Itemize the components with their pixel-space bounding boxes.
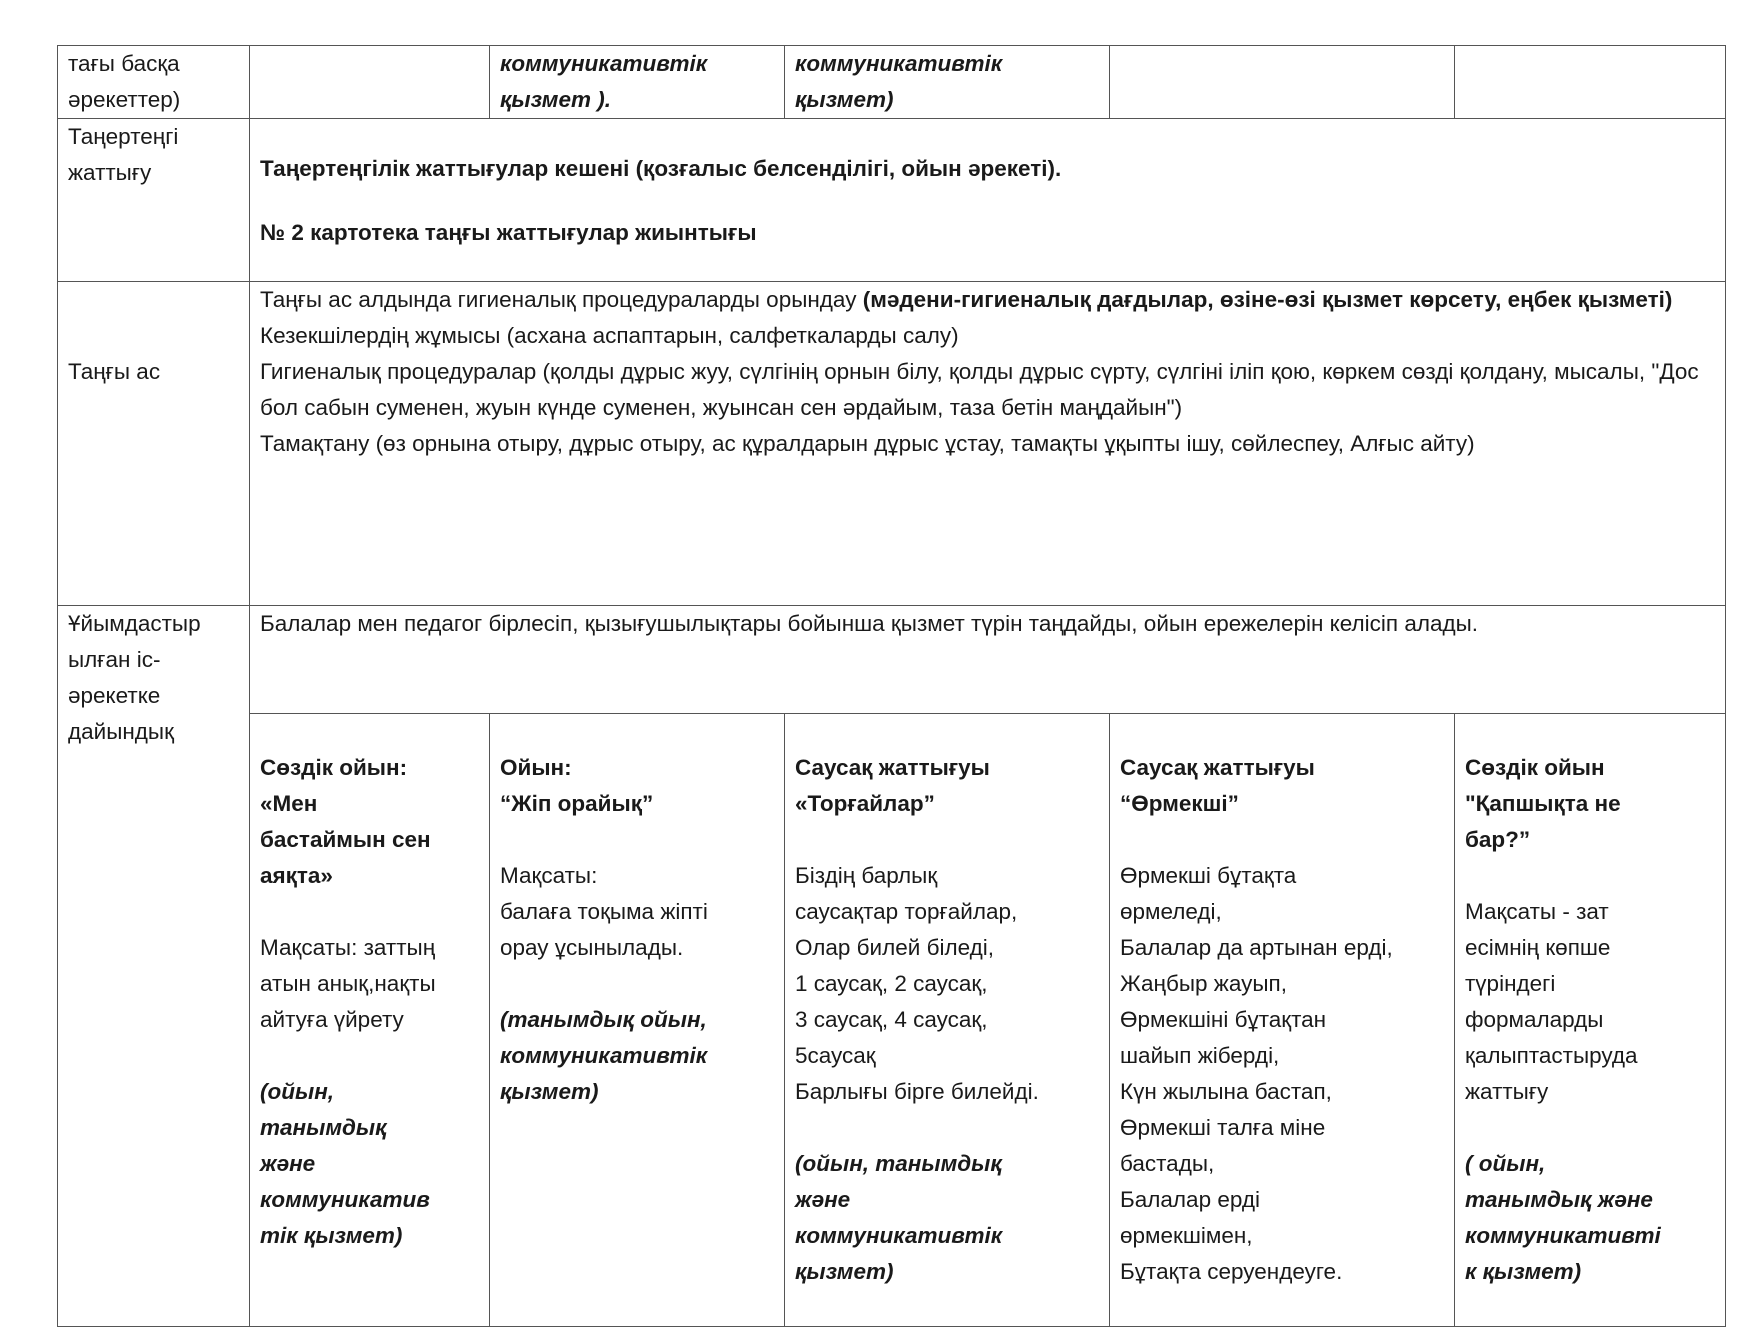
activity-title: Саусақ жаттығуы «Торғайлар” xyxy=(795,755,990,816)
table-cell xyxy=(250,46,490,119)
table-row xyxy=(58,46,1726,119)
row-label: Таңертеңгі жаттығу xyxy=(58,119,250,282)
row-label xyxy=(58,282,250,606)
activity-note: (танымдық ойын, коммуникативтік қызмет) xyxy=(500,1007,708,1104)
row-label: тағы басқа әрекеттер) xyxy=(58,46,250,119)
activity-note: (ойын, танымдық және коммуникатив тік қызмет) xyxy=(260,1079,430,1248)
activity-body: Біздің барлық саусақтар торғайлар, Олар билей біледі, 1 саусақ, 2 саусақ, 3 саусақ, 4 саусақ, 5саусақ Барлығы бірге билейді. xyxy=(795,863,1039,1104)
morning-exercise-line-1: Таңертеңгілік жаттығулар кешені (қозғалыс белсенділігі, ойын әрекеті). xyxy=(260,156,1062,181)
table-cell: Балалар мен педагог бірлесіп, қызығушылықтары бойынша қызмет түрін таңдайды, ойын ережелерін келісіп алады. xyxy=(250,606,1726,714)
activity-title: Сөздік ойын "Қапшықта не бар?” xyxy=(1465,755,1621,852)
activity-cell-2 xyxy=(490,714,785,1327)
table-row xyxy=(58,606,1726,714)
breakfast-label: Таңғы ас xyxy=(68,359,161,384)
breakfast-p1-bold: (мәдени-гигиеналық дағдылар, өзіне-өзі қызмет көрсету, еңбек қызметі) xyxy=(862,287,1673,312)
table-cell xyxy=(490,46,785,119)
schedule-table xyxy=(57,45,1726,1327)
activity-body: Өрмекші бұтақта өрмеледі, Балалар да артынан ерді, Жаңбыр жауып, Өрмекшіні бұтақтан шайып жіберді, Күн жылына бастап, Өрмекші талға міне бастады, Балалар ерді өрмекшімен, Бұтақта серуендеуге. xyxy=(1120,863,1393,1284)
activity-cell-4 xyxy=(1110,714,1455,1327)
table-row xyxy=(58,282,1726,606)
activity-body: Мақсаты: балаға тоқыма жіпті орау ұсынылады. xyxy=(500,863,708,960)
table-cell xyxy=(785,46,1110,119)
breakfast-paragraph-1 xyxy=(260,282,1717,318)
activity-body: Мақсаты - зат есімнің көпше түріндегі формаларды қалыптастыруда жаттығу xyxy=(1465,899,1638,1104)
activity-body: Мақсаты: заттың атын анық,нақты айтуға үйрету xyxy=(260,935,436,1032)
cell-text: коммуникативтік қызмет) xyxy=(795,51,1003,112)
activity-cell-1 xyxy=(250,714,490,1327)
breakfast-p1-plain: Таңғы ас алдында гигиеналық процедураларды орындау xyxy=(260,287,863,312)
breakfast-paragraph-2: Кезекшілердің жұмысы (асхана аспаптарын, салфеткаларды салу) xyxy=(260,323,959,348)
activity-note: (ойын, танымдық және коммуникативтік қызмет) xyxy=(795,1151,1003,1284)
table-row xyxy=(58,714,1726,1327)
activity-title: Сөздік ойын: «Мен бастаймын сен аяқта» xyxy=(260,755,431,888)
breakfast-paragraph-3: Гигиеналық процедуралар (қолды дұрыс жуу, сүлгінің орнын білу, қолды дұрыс сүрту, сүлгіні іліп қою, көркем сөзді қолдану, мысалы, "Дос бол сабын суменен, жуын күнде суменен, жуынсан сен әрдайым, таза бетін маңдайын") xyxy=(260,359,1699,420)
activity-title: Ойын: “Жіп орайық” xyxy=(500,755,654,816)
table-cell xyxy=(250,119,1726,282)
activity-cell-5 xyxy=(1455,714,1726,1327)
cell-text: коммуникативтік қызмет ). xyxy=(500,51,708,112)
morning-exercise-line-2: № 2 картотека таңғы жаттығулар жиынтығы xyxy=(260,220,757,245)
activity-cell-3 xyxy=(785,714,1110,1327)
table-row xyxy=(58,119,1726,282)
table-cell xyxy=(1110,46,1455,119)
table-cell xyxy=(1455,46,1726,119)
row-label: Ұйымдастыр ылған іс- әрекетке дайындық xyxy=(58,606,250,1327)
activity-note: ( ойын, танымдық және коммуникативті к қызмет) xyxy=(1465,1151,1661,1284)
breakfast-paragraph-4: Тамақтану (өз орнына отыру, дұрыс отыру, ас құралдарын дұрыс ұстау, тамақты ұқыпты ішу, сөйлеспеу, Алғыс айту) xyxy=(260,431,1475,456)
activity-title: Саусақ жаттығуы “Өрмекші” xyxy=(1120,755,1315,816)
table-cell xyxy=(250,282,1726,606)
